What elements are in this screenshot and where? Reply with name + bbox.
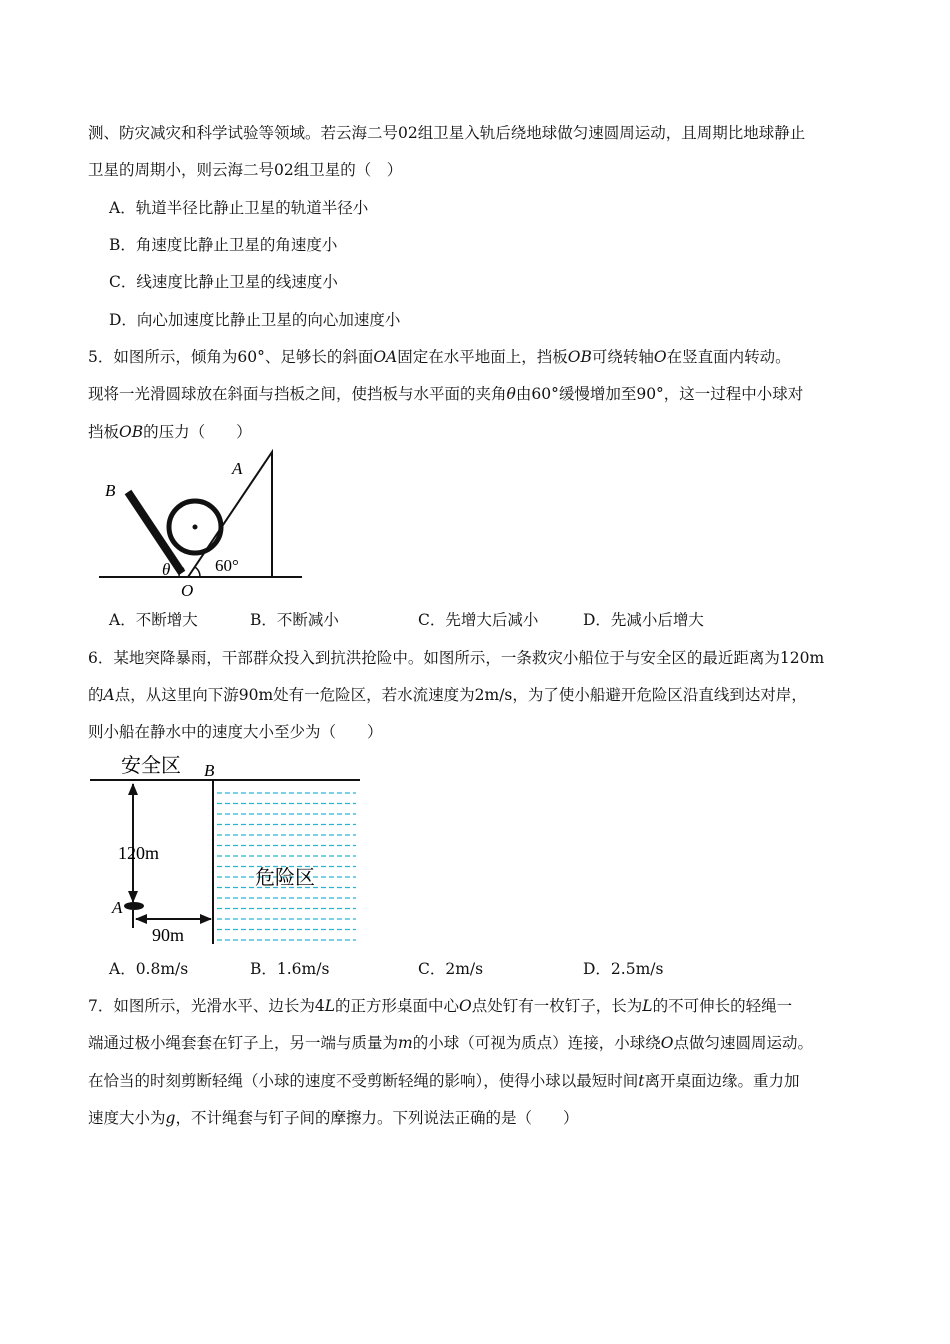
q4-option-b: B．角速度比静止卫星的角速度小 <box>109 236 338 254</box>
q5-option-c: C．先增大后减小 <box>418 611 539 629</box>
q5-l1e: 可绕转轴 <box>591 348 654 366</box>
q7-l3c: 离开桌面边缘。重力加 <box>644 1072 800 1090</box>
q4-text-line2: 卫星的周期小，则云海二号02组卫星的（ ） <box>88 161 403 179</box>
q7-l2c: 的小球（可视为质点）连接，小球绕 <box>412 1034 661 1052</box>
q5-option-d: D．先减小后增大 <box>583 611 704 629</box>
q6-label-90m: 90m <box>152 925 185 945</box>
q7-l1c: 的正方形桌面中心 <box>335 997 460 1015</box>
q6-option-b: B．1.6m/s <box>250 960 330 978</box>
q5-label-o: O <box>181 581 194 600</box>
q5-l1d: OB <box>567 348 592 366</box>
q6-option-d: D．2.5m/s <box>583 960 664 978</box>
q6-l2b: A <box>103 686 115 704</box>
q7-text-line4 <box>88 1108 578 1128</box>
q6-boat <box>124 902 144 910</box>
q7-l1d: O <box>459 997 472 1015</box>
q6-arrow-left-icon <box>135 914 147 924</box>
q6-text-line3: 则小船在静水中的速度大小至少为（ ） <box>88 723 383 741</box>
q5-l2b: θ <box>506 385 516 403</box>
q6-arrow-down-icon <box>128 891 138 903</box>
q5-label-b: B <box>105 481 116 500</box>
q7-l1f: L <box>642 997 653 1015</box>
q7-l4c: ，不计绳套与钉子间的摩擦力。下列说法正确的是（ ） <box>175 1109 579 1127</box>
q5-l1f: O <box>653 348 667 366</box>
q5-l3a: 挡板 <box>88 423 120 441</box>
q5-l3c: 的压力（ ） <box>143 423 252 441</box>
q7-l1a: 7．如图所示，光滑水平、边长为4 <box>88 997 325 1015</box>
q6-arrow-up-icon <box>128 783 138 795</box>
q5-label-60: 60° <box>215 556 239 575</box>
q5-l2a: 现将一光滑圆球放在斜面与挡板之间，使挡板与水平面的夹角 <box>88 385 507 403</box>
q7-l2d: O <box>660 1034 674 1052</box>
q4-option-a: A．轨道半径比静止卫星的轨道半径小 <box>109 199 369 217</box>
q7-l2a: 端通过极小绳套套在钉子上，另一端与质量为 <box>88 1034 399 1052</box>
q5-l1a: 5．如图所示，倾角为60°、足够长的斜面 <box>88 348 374 366</box>
q6-option-a: A．0.8m/s <box>109 960 189 978</box>
q5-label-theta: θ <box>162 560 171 579</box>
q5-l1g: 在竖直面内转动。 <box>666 348 791 366</box>
q4-option-c: C．线速度比静止卫星的线速度小 <box>109 273 338 291</box>
q7-l3a: 在恰当的时刻剪断轻绳（小球的速度不受剪断轻绳的影响），使得小球以最短时间 <box>88 1072 639 1090</box>
q7-text-line3 <box>88 1071 800 1091</box>
q6-label-a: A <box>112 898 123 917</box>
q6-danger-zone-label: 危险区 <box>255 867 315 889</box>
q7-l4b: g <box>165 1109 176 1127</box>
q5-option-b: B．不断减小 <box>250 611 339 629</box>
q5-l2c: 由60°缓慢增加至90°，这一过程中小球对 <box>515 385 804 403</box>
q6-label-b: B <box>204 761 215 780</box>
q4-option-d: D．向心加速度比静止卫星的向心加速度小 <box>109 311 401 329</box>
q6-text-line1: 6．某地突降暴雨，干部群众投入到抗洪抢险中。如图所示，一条救灾小船位于与安全区的最近距离为120m <box>88 649 825 667</box>
q7-l1g: 的不可伸长的轻绳一 <box>652 997 793 1015</box>
q6-label-120m: 120m <box>118 843 160 863</box>
q5-option-a: A．不断增大 <box>109 611 198 629</box>
q4-text-line1: 测、防灾减灾和科学试验等领域。若云海二号02组卫星入轨后绕地球做匀速圆周运动，且周期比地球静止 <box>88 124 806 142</box>
q6-option-c: C．2m/s <box>418 960 484 978</box>
q5-label-a: A <box>232 459 243 478</box>
q5-l1b: OA <box>373 348 398 366</box>
q7-text-line2 <box>88 1033 813 1053</box>
q6-arrow-right-icon <box>200 914 212 924</box>
q7-l2e: 点做匀速圆周运动。 <box>673 1034 813 1052</box>
q6-l2c: 点，从这里向下游90m处有一危险区，若水流速度为2m/s，为了使小船避开危险区沿直线到达对岸， <box>114 686 807 704</box>
q5-l3b: OB <box>119 423 144 441</box>
q6-safe-zone-label: 安全区 <box>121 755 181 777</box>
q7-text-line1 <box>88 996 792 1016</box>
q7-l1e: 点处钉有一枚钉子，长为 <box>471 997 643 1015</box>
q6-l2a: 的 <box>88 686 104 704</box>
q5-l1c: 固定在水平地面上，挡板 <box>397 348 568 366</box>
q7-l2b: m <box>398 1034 413 1052</box>
q7-l3b: t <box>638 1072 645 1090</box>
q7-l1b: L <box>324 997 336 1015</box>
q7-l4a: 速度大小为 <box>88 1109 166 1127</box>
